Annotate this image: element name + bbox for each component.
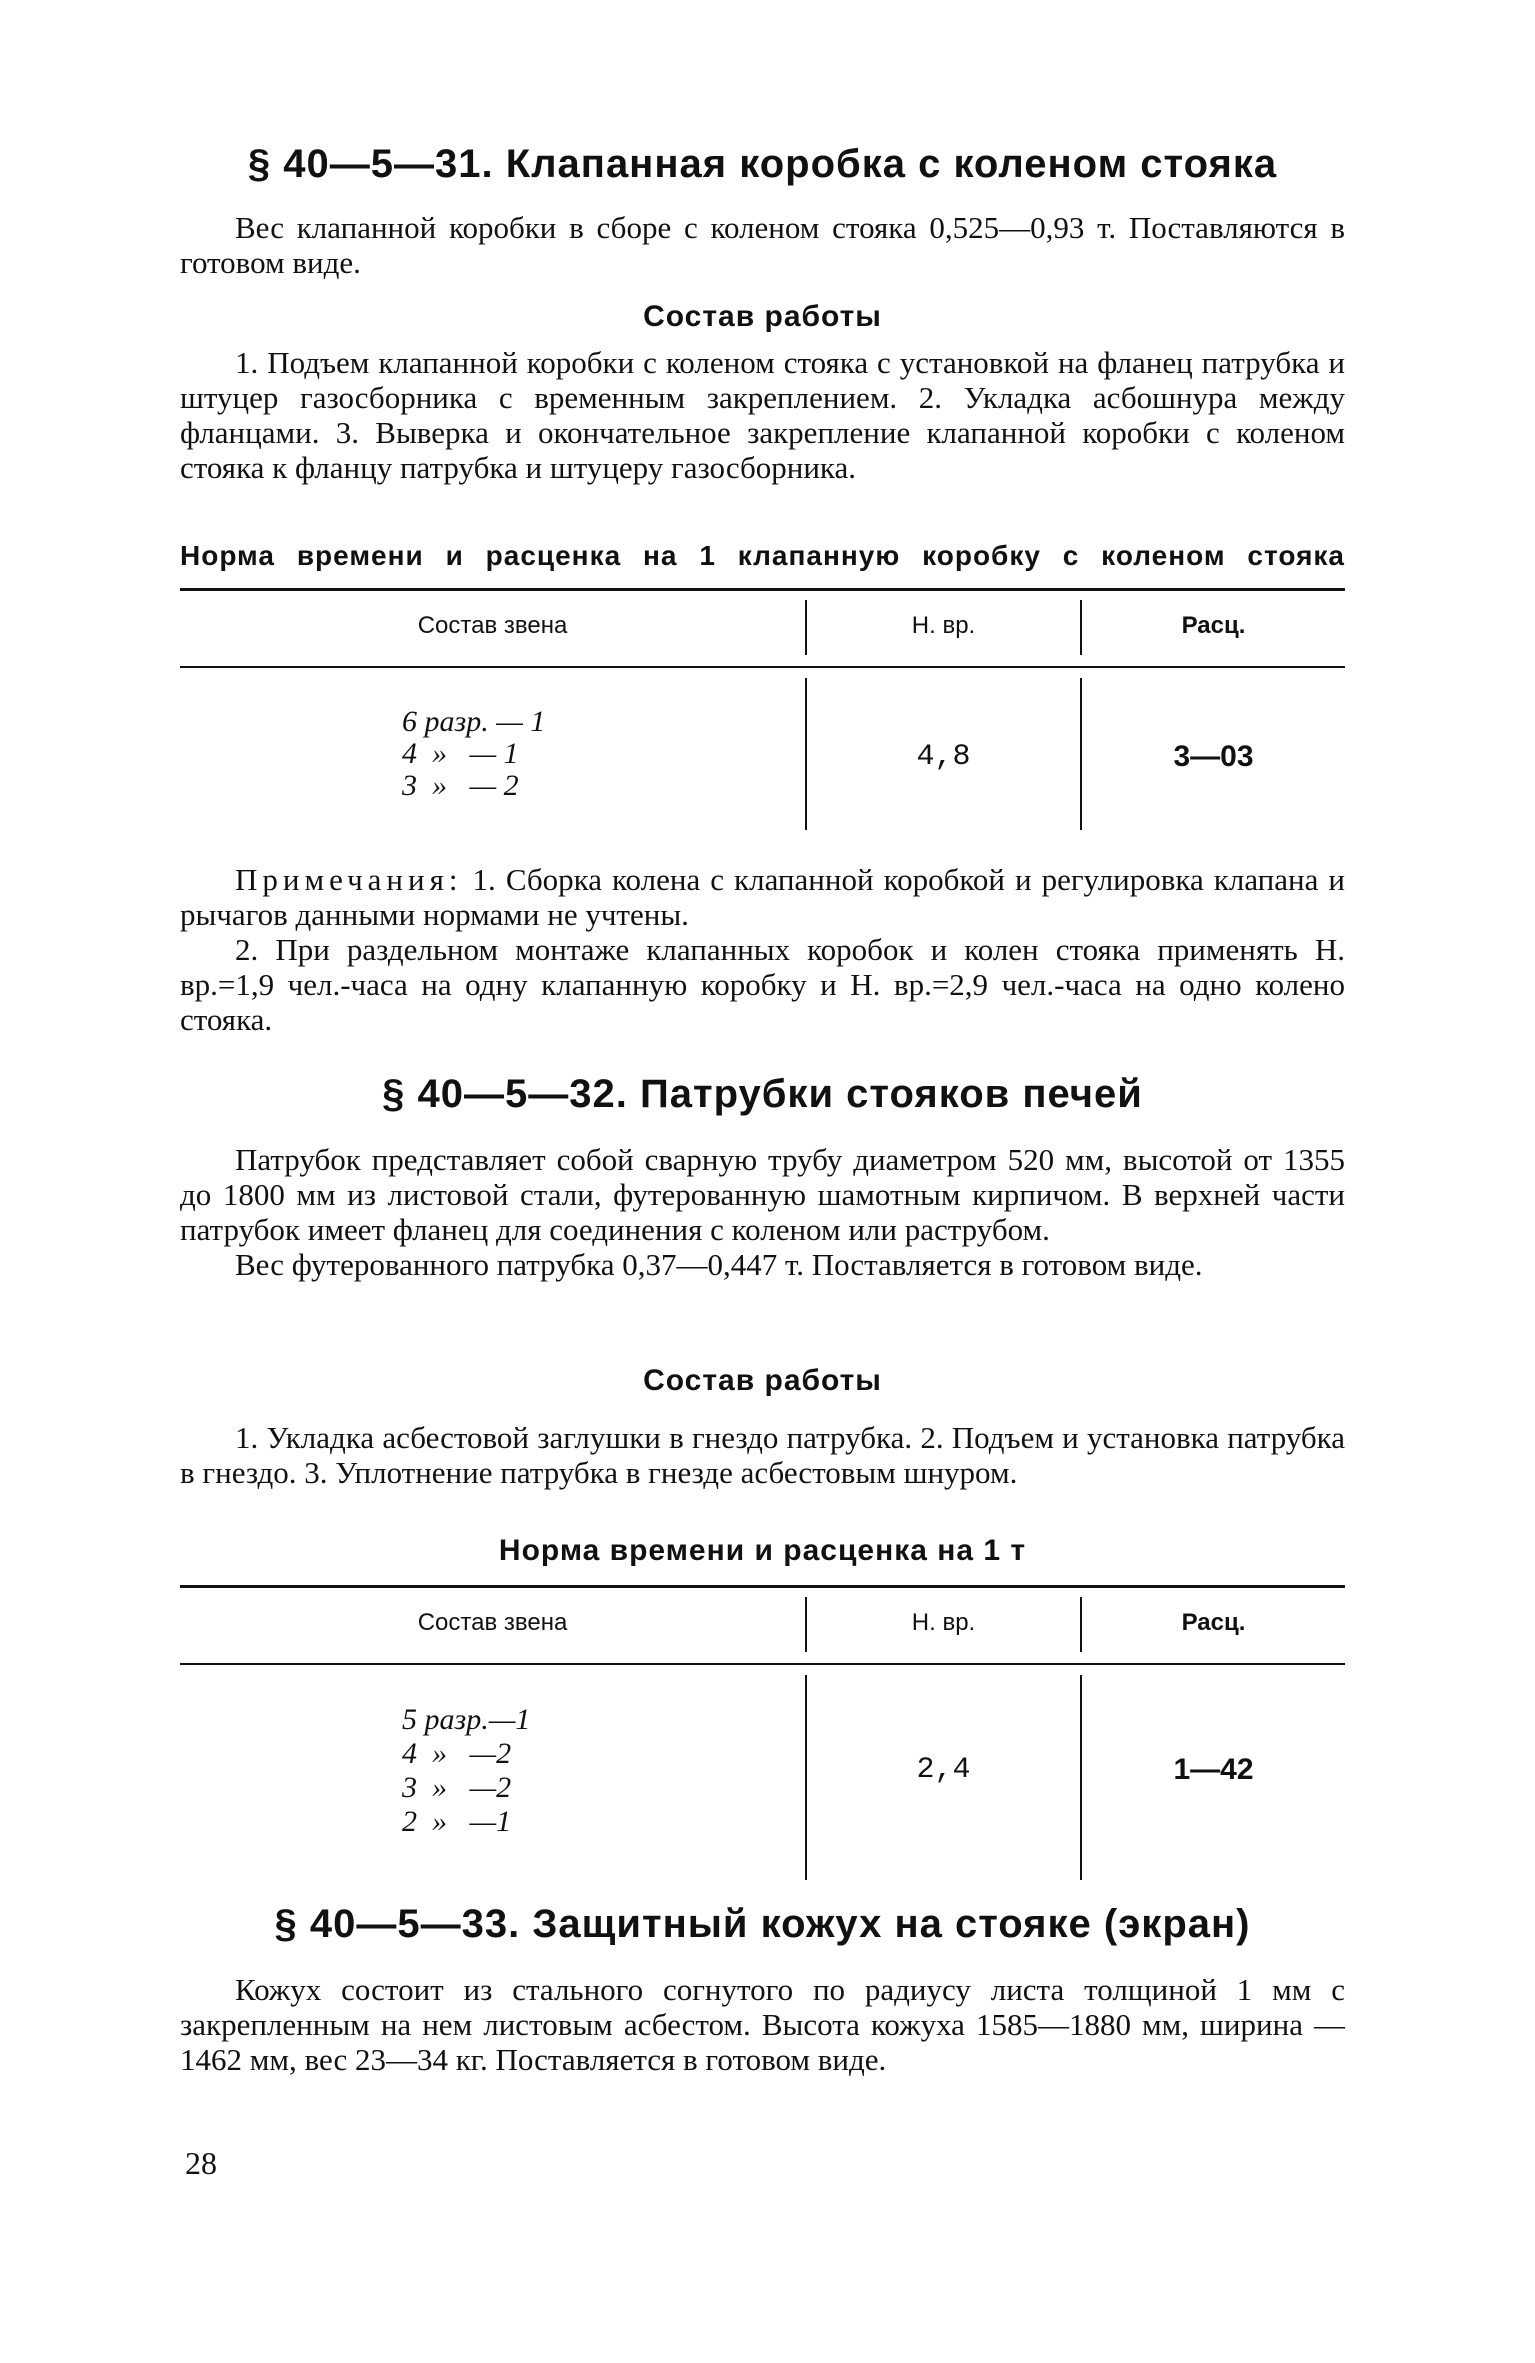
table-header-rule (180, 1663, 1345, 1665)
section1-notes (180, 862, 1345, 1037)
header-rate: Расц. (1181, 612, 1246, 639)
section3-intro (180, 1972, 1345, 2077)
section2-work-text: 1. Укладка асбестовой заглушки в гнездо патрубка. 2. Подъем и установка патрубка в гнездо. 3. Уплотнение патрубка в гнезде асбестовым шнуром. (180, 1420, 1345, 1490)
time-value: 2,4 (916, 1753, 971, 1787)
section1-intro-text: Вес клапанной коробки в сборе с коленом стояка 0,525—0,93 т. Поставляются в готовом виде. (180, 210, 1345, 280)
crew-list (402, 706, 545, 802)
header-crew: Состав звена (417, 612, 568, 639)
table-top-rule (180, 588, 1345, 591)
crew-list (402, 1703, 530, 1839)
section1-work-text: 1. Подъем клапанной коробки с коленом стояка с установкой на фланец патрубка и штуцер газосборника с временным закреплением. 2. Укладка асбошнура между фланцами. 3. Выверка и окончательное закрепление клапанной коробки с коленом стояка к фланцу патрубка и штуцеру газосборника. (180, 345, 1345, 485)
crew-row: 4 » — 1 (402, 737, 519, 770)
crew-row: 2 » —1 (402, 1805, 512, 1838)
note-1 (180, 862, 1345, 932)
section3-intro-text: Кожух состоит из стального согнутого по радиусу листа толщиной 1 мм с закрепленным на нем листовым асбестом. Высота кожуха 1585—1880 мм, ширина — 1462 мм, вес 23—34 кг. Поставляется в готовом виде. (180, 1972, 1345, 2077)
table-top-rule (180, 1585, 1345, 1588)
norm-table-1 (180, 588, 1345, 833)
norm-table-2 (180, 1585, 1345, 1885)
crew-row: 6 разр. — 1 (402, 705, 546, 738)
section2-intro-text-2: Вес футерованного патрубка 0,37—0,447 т. Поставляется в готовом виде. (235, 1247, 1203, 1282)
notes-label: Примечания: (235, 862, 463, 897)
note-2: 2. При раздельном монтаже клапанных коробок и колен стояка применять Н. вр.=1,9 чел.-часа на одну клапанную коробку и Н. вр.=2,9 чел.-часа на одно колено стояка. (180, 932, 1345, 1037)
section2-norm-title: Норма времени и расценка на 1 т (498, 1534, 1027, 1567)
section1-work (180, 345, 1345, 485)
section-title-40-5-31: § 40—5—31. Клапанная коробка с коленом стояка (247, 142, 1278, 186)
note-1-text: 1. Сборка колена с клапанной коробкой и регулировка клапана и рычагов данными нормами не учтены. (180, 862, 1345, 932)
section-title-40-5-32: § 40—5—32. Патрубки стояков печей (382, 1072, 1143, 1116)
section2-work (180, 1420, 1345, 1490)
rate-value: 3—03 (1173, 740, 1254, 773)
header-rate: Расц. (1181, 1609, 1246, 1636)
section2-intro-text-1: Патрубок представляет собой сварную трубу диаметром 520 мм, высотой от 1355 до 1800 мм из листовой стали, футерованную шамотным кирпичом. В верхней части патрубок имеет фланец для соединения с коленом или раструбом. (180, 1142, 1345, 1247)
section1-work-title: Состав работы (643, 300, 882, 333)
crew-row: 3 » — 2 (402, 769, 519, 802)
header-crew: Состав звена (417, 1609, 568, 1636)
page-number: 28 (185, 2145, 217, 2181)
crew-row: 5 разр.—1 (402, 1703, 531, 1736)
section1-norm-title: Норма времени и расценка на 1 клапанную коробку с коленом стояка (180, 540, 1345, 571)
section2-work-title: Состав работы (643, 1364, 882, 1397)
header-time: Н. вр. (911, 612, 976, 639)
crew-row: 3 » —2 (402, 1771, 512, 1804)
time-value: 4,8 (916, 740, 971, 774)
section-title-40-5-33: § 40—5—33. Защитный кожух на стояке (экран) (274, 1902, 1251, 1946)
section2-intro (180, 1142, 1345, 1282)
header-time: Н. вр. (911, 1609, 976, 1636)
section1-intro (180, 210, 1345, 280)
rate-value: 1—42 (1173, 1753, 1254, 1786)
table-header-rule (180, 666, 1345, 668)
crew-row: 4 » —2 (402, 1737, 512, 1770)
